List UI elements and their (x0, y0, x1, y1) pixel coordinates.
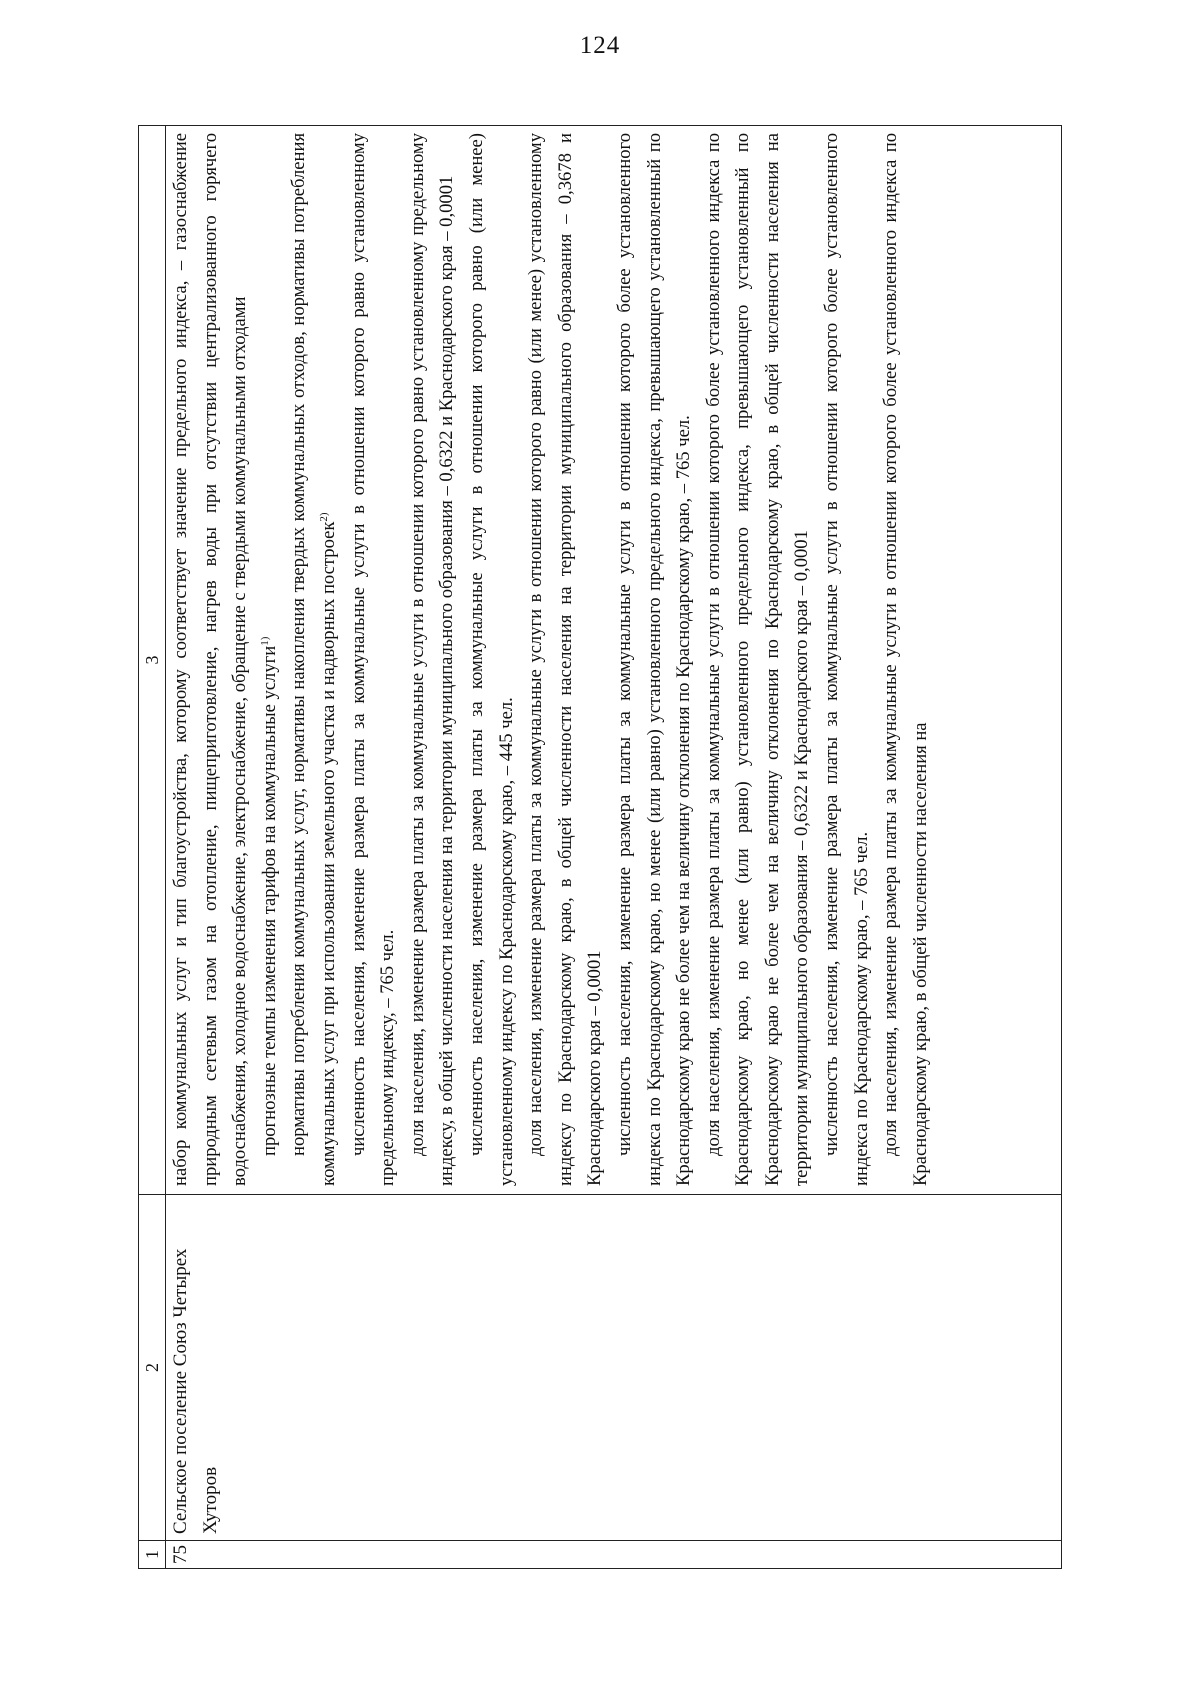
table-row (166, 126, 1062, 1569)
footnote-mark: 2) (317, 512, 330, 522)
paragraph-share-below: доля населения, изменение размера платы за коммунальные услуги в отношении которого равно (или менее) установленному индексу по Краснодарскому краю, в общей численности населения на территории муниципального образования – 0,3678 и Краснодарского края – 0,0001 (525, 133, 606, 1186)
paragraph-share-equal: доля населения, изменение размера платы за коммунальные услуги в отношении которого равно установленному предельному индексу, в общей численности населения на территории муниципального образования – 0,6322 и Краснодарского края – 0,0001 (406, 133, 458, 1186)
footnote-mark: 1) (258, 636, 271, 646)
paragraph-population-equal: численность населения, изменение размера платы за коммунальные услуги в отношении которого равно установленному предельному индексу, – 765 чел. (347, 133, 399, 1186)
paragraph-population-below: численность населения, изменение размера платы за коммунальные услуги в отношении которого равно (или менее) установленному индексу по Краснодарскому краю, – 445 чел. (465, 133, 517, 1186)
column-header-1: 1 (139, 1541, 166, 1569)
column-header-3: 3 (139, 126, 166, 1195)
row-number: 75 (166, 1541, 1062, 1569)
column-header-2: 2 (139, 1195, 166, 1541)
paragraph-services-set: набор коммунальных услуг и тип благоустройства, которому соответствует значение предельного индекса, – газоснабжение природным сетевым газом на отопление, пищеприготовление, нагрев воды при отсутствии централизованного горячего водоснабжения, холодное водоснабжение, электроснабжение, обращение с твердыми коммунальными отходами (170, 133, 251, 1186)
paragraph-population-above: численность населения, изменение размера платы за коммунальные услуги в отношении которого более установленного индекса по Краснодарскому краю, – 765 чел. (821, 133, 872, 1186)
paragraph-share-within-deviation: доля населения, изменение размера платы за коммунальные услуги в отношении которого более установленного индекса по Краснодарскому краю, но менее (или равно) установленного предельного индекса, превышающего установленный по Краснодарскому краю не более чем на величину отклонения по Краснодарскому краю, в общей численности населения на территории муниципального образования – 0,6322 и Краснодарского края – 0,0001 (702, 133, 813, 1186)
settlement-name: Сельское поселение Союз Четырех Хуторов (166, 1195, 1062, 1541)
paragraph-tariff-rates: прогнозные темпы изменения тарифов на коммунальные услуги$^{1)}$ (258, 636, 280, 1156)
paragraph-population-within-deviation: численность населения, изменение размера платы за коммунальные услуги в отношении которого более установленного индекса по Краснодарскому краю, но менее (или равно) установленного предельного индекса, превышающего установленный по Краснодарскому краю не более чем на величину отклонения по Краснодарскому краю, – 765 чел. (613, 133, 695, 1186)
description-cell (166, 126, 1062, 1195)
data-table (138, 125, 1062, 1569)
paragraph-consumption-norms: нормативы потребления коммунальных услуг, нормативы накопления твердых коммунальных отходов, нормативы потребления коммунальных услуг при использовании земельного участка и надворных построек$^{2)}$ (288, 133, 339, 1186)
page-number: 124 (579, 32, 621, 59)
table-header-row (139, 126, 166, 1569)
rotated-table-container (138, 125, 1062, 1569)
paragraph-share-above: доля населения, изменение размера платы за коммунальные услуги в отношении которого более установленного индекса по Краснодарскому краю, в общей численности населения на (880, 133, 931, 1186)
